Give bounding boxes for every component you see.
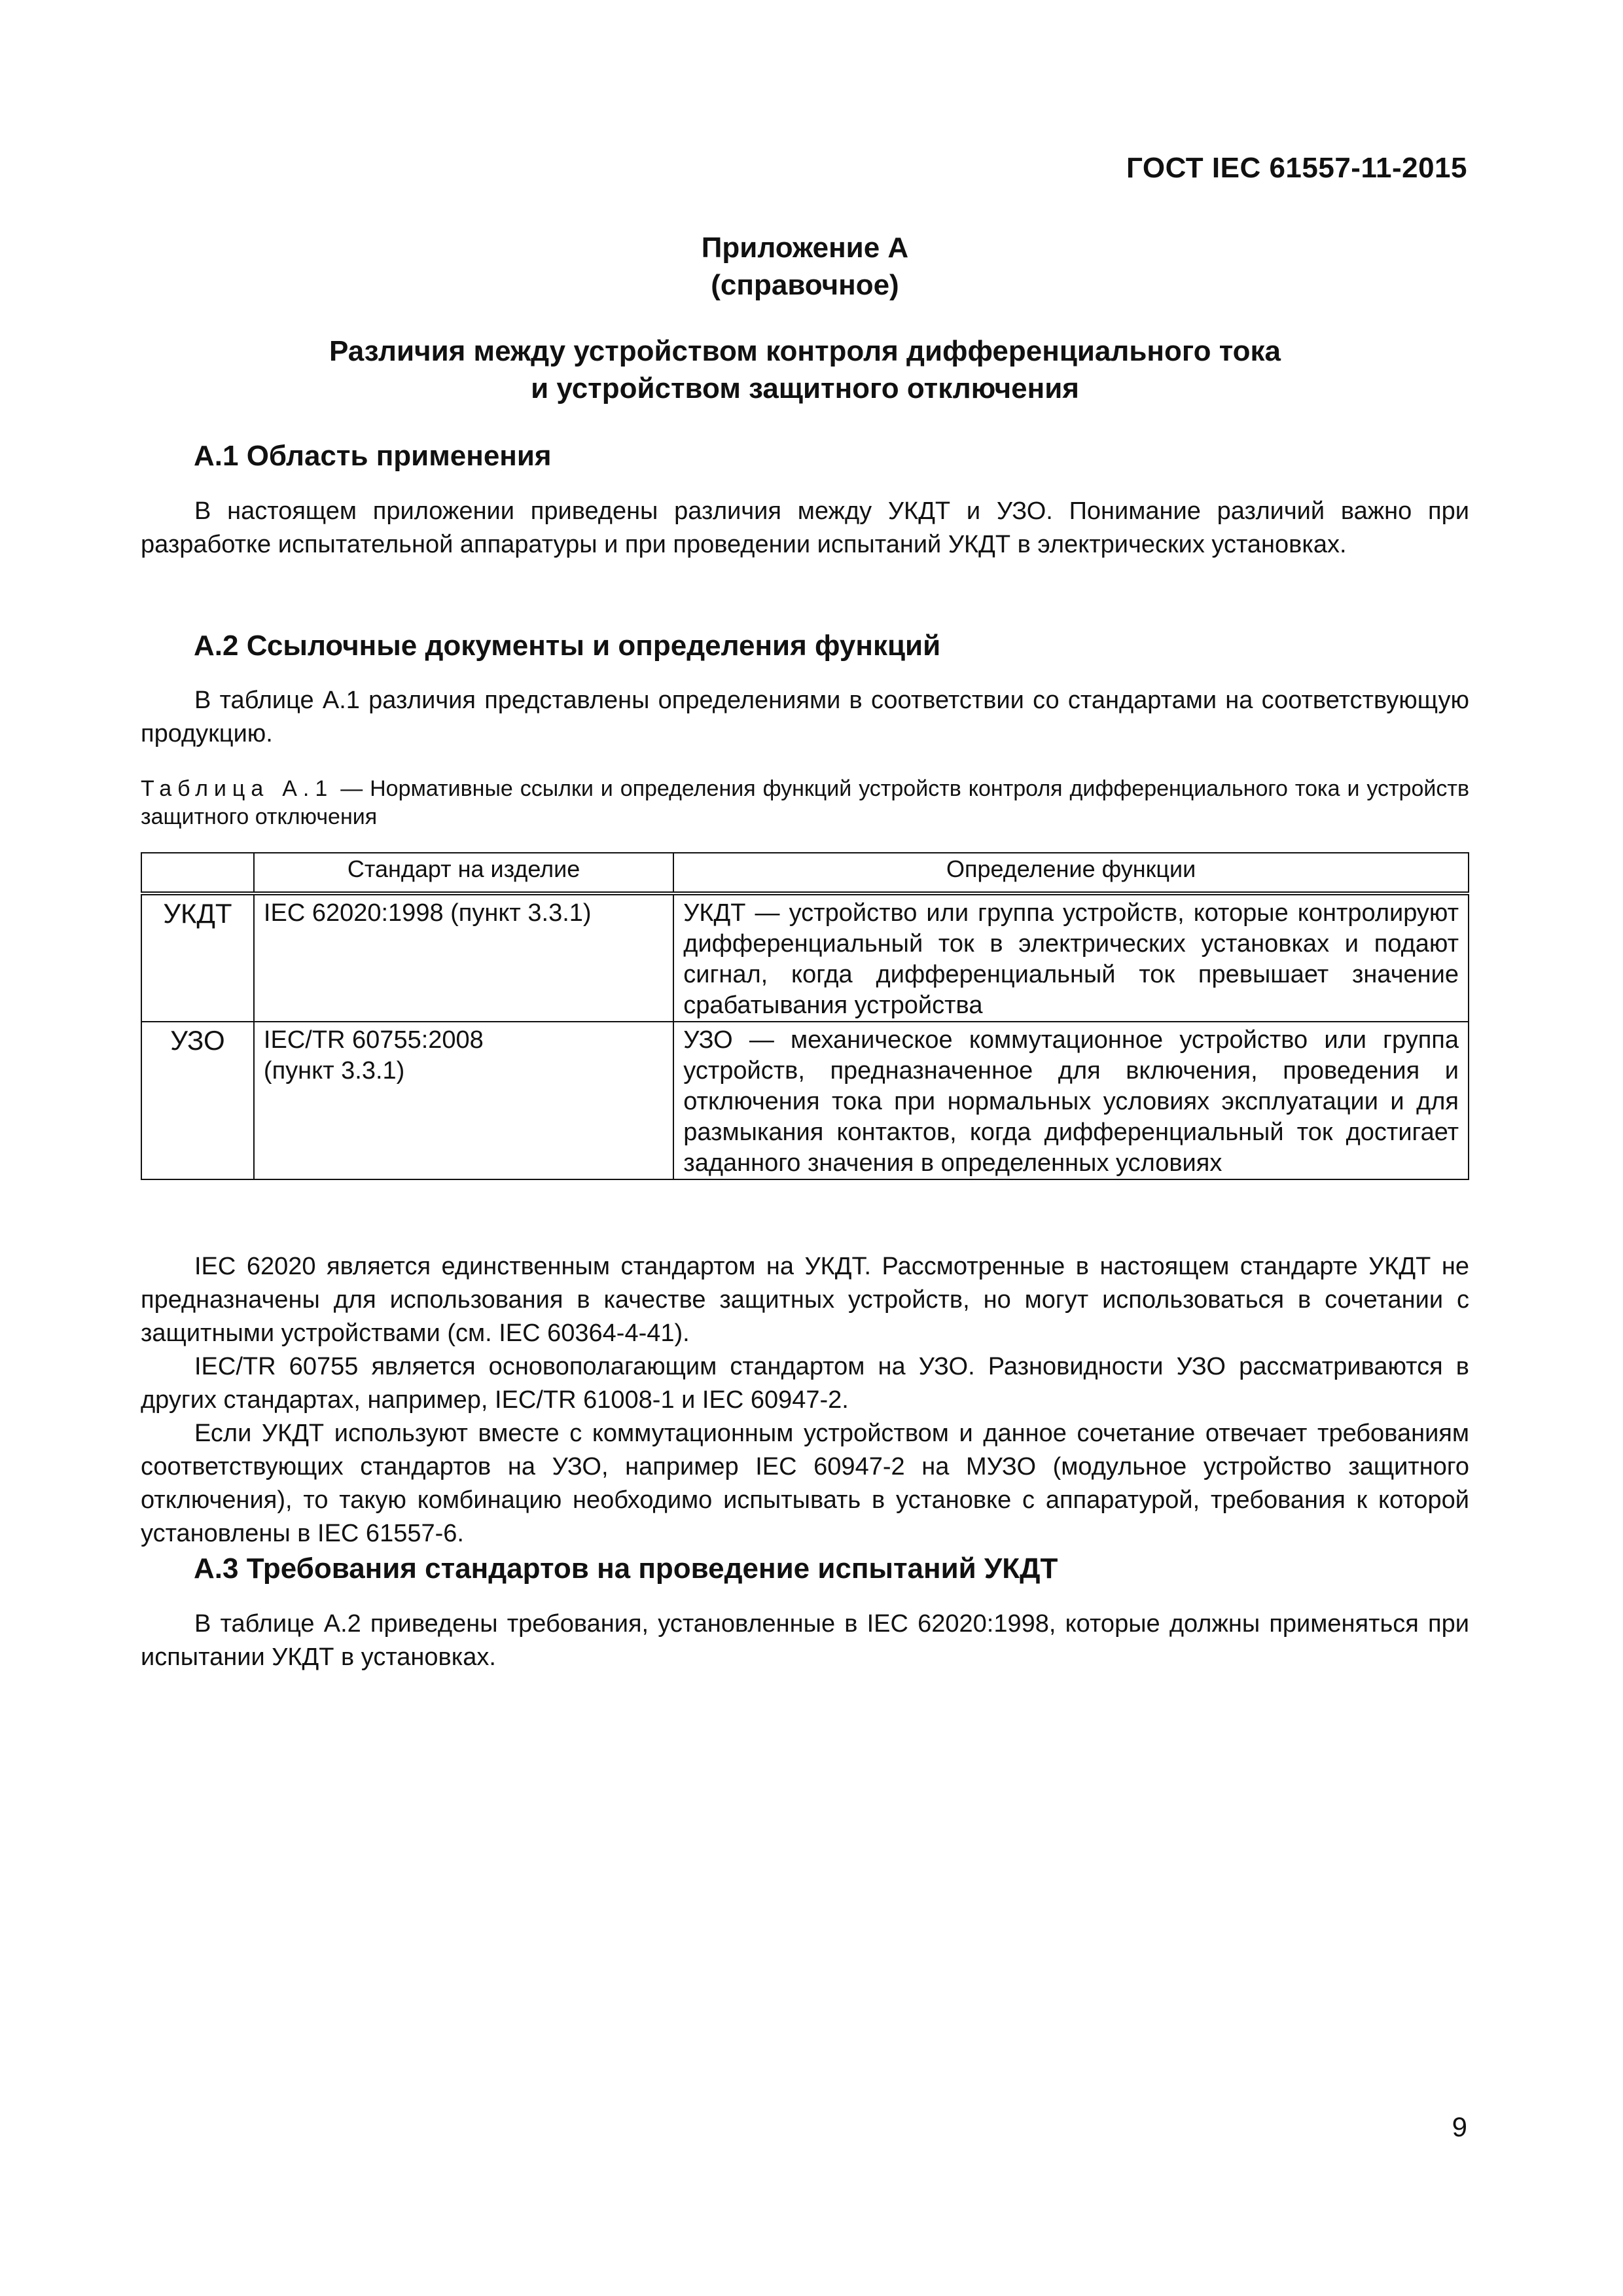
post-table-body bbox=[141, 1250, 1469, 1551]
annex-title bbox=[141, 332, 1469, 407]
column-header-standard: Стандарт на изделие bbox=[254, 853, 673, 893]
section-a1-text: В настоящем приложении приведены различия между УКДТ и УЗО. Понимание различий важно при разработке испытательной аппаратуры и при проведении испытаний УКДТ в электрических установках. bbox=[141, 497, 1469, 558]
section-a3-text: В таблице А.2 приведены требования, установленные в IEC 62020:1998, которые должны применяться при испытании УКДТ в установках. bbox=[141, 1610, 1469, 1671]
document-code: ГОСТ IEC 61557-11-2015 bbox=[1126, 152, 1467, 184]
row-definition: УЗО — механическое коммутационное устройство или группа устройств, предназначенное для включения, проведения и отключения тока при нормальных условиях эксплуатации и для размыкания контактов, когда дифференциальный ток достигает заданного значения в определенных условиях bbox=[673, 1022, 1469, 1179]
row-standard: IEC 62020:1998 (пункт 3.3.1) bbox=[254, 893, 673, 1022]
section-a2-body bbox=[141, 684, 1469, 751]
table-row bbox=[141, 893, 1469, 1022]
section-a3-heading: А.3 Требования стандартов на проведение испытаний УКДТ bbox=[194, 1552, 1058, 1585]
table-row bbox=[141, 1022, 1469, 1179]
table-caption-label: Таблица А.1 bbox=[141, 776, 334, 801]
paragraph: IEC 62020 является единственным стандартом на УКДТ. Рассмотренные в настоящем стандарте УКДТ не предназначены для использования в качестве защитных устройств, но могут использоваться в сочетании с защитными устройствами (см. IEC 60364-4-41). bbox=[141, 1253, 1469, 1347]
row-abbr: УЗО bbox=[141, 1022, 254, 1179]
row-standard-clause: (пункт 3.3.1) bbox=[263, 1057, 405, 1085]
table-caption bbox=[141, 775, 1469, 831]
section-a2-text: В таблице А.1 различия представлены определениями в соответствии со стандартами на соответствующую продукцию. bbox=[141, 687, 1469, 747]
row-abbr: УКДТ bbox=[141, 893, 254, 1022]
table-caption-text: — Нормативные ссылки и определения функций устройств контроля дифференциального тока и устройств защитного отключения bbox=[141, 776, 1470, 829]
page-number: 9 bbox=[1452, 2111, 1467, 2142]
row-definition: УКДТ — устройство или группа устройств, которые контролируют дифференциальный ток в электрических установках и подают сигнал, когда дифференциальный ток превышает значение срабатывания устройства bbox=[673, 893, 1469, 1022]
annex-label-block bbox=[141, 229, 1469, 304]
table-header-row bbox=[141, 853, 1469, 893]
annex-label: Приложение А bbox=[701, 232, 909, 264]
column-header-abbr bbox=[141, 853, 254, 893]
paragraph: IEC/TR 60755 является основополагающим стандартом на УЗО. Разновидности УЗО рассматриваются в других стандартах, например, IEC/TR 61008-1 и IEC 60947-2. bbox=[141, 1353, 1469, 1414]
section-a3-body bbox=[141, 1607, 1469, 1674]
annex-title-line2: и устройством защитного отключения bbox=[531, 372, 1079, 404]
definitions-table bbox=[141, 852, 1469, 1180]
annex-type: (справочное) bbox=[711, 269, 899, 301]
section-a1-heading: А.1 Область применения bbox=[194, 440, 552, 472]
section-a1-body bbox=[141, 495, 1469, 562]
paragraph: Если УКДТ используют вместе с коммутационным устройством и данное сочетание отвечает требованиям соответствующих стандартов на УЗО, например IEC 60947-2 на МУЗО (модульное устройство защитного отключения), то такую комбинацию необходимо испытывать в установке с аппаратурой, требования к которой установлены в IEC 61557-6. bbox=[141, 1420, 1469, 1547]
row-standard bbox=[254, 1022, 673, 1179]
column-header-definition: Определение функции bbox=[673, 853, 1469, 893]
section-a2-heading: А.2 Ссылочные документы и определения функций bbox=[194, 630, 941, 662]
annex-title-line1: Различия между устройством контроля дифференциального тока bbox=[329, 335, 1281, 367]
row-standard-name: IEC/TR 60755:2008 bbox=[263, 1026, 484, 1054]
